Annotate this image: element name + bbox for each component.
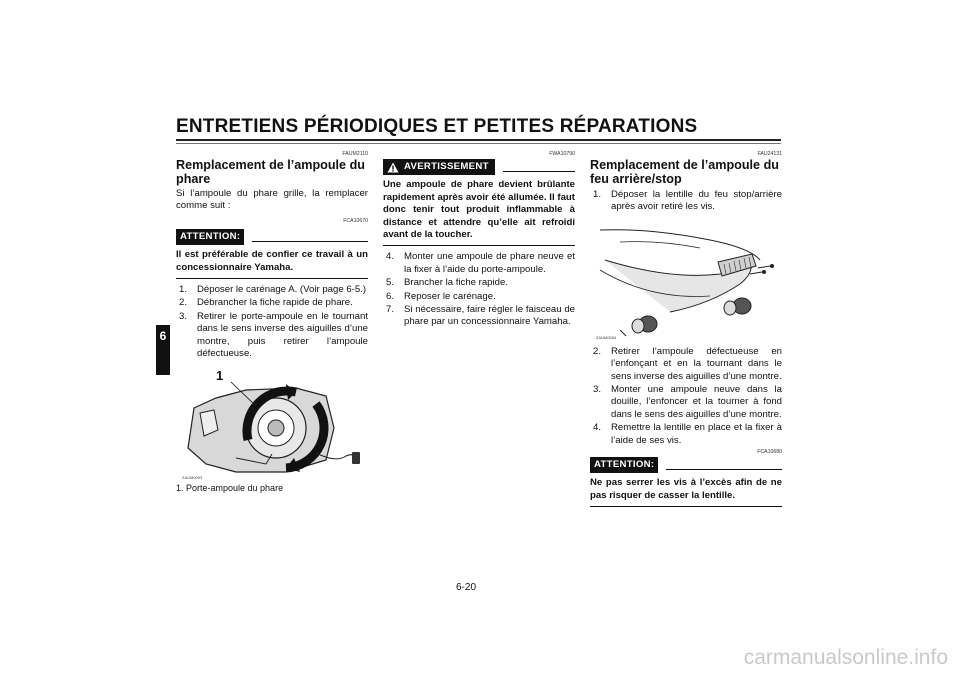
attention-text: Il est préférable de confier ce travail à un concessionnaire Yamaha. [176,249,368,279]
list-item: 4. Remettre la lentille en place et la fixer à l’aide de ses vis. [593,422,782,446]
warning-triangle-icon [387,162,399,173]
list-item: 5. Brancher la fiche rapide. [386,277,508,289]
list-item: 7. Si nécessaire, faire régler le faisceau de phare par un concessionnaire Yamaha. [386,304,575,328]
attention-badge: ATTENTION: [590,457,658,473]
attention-code: FCA10670 [343,217,368,224]
warning-text: Une ampoule de phare devient brûlante rapidement après avoir été allumée. Il faut donc tenir tout produit inflammable à distance et attendre qu’elle ait refroidi avant de la toucher. [383,179,575,246]
attention-code: FCA10680 [757,449,782,456]
page-header-title: ENTRETIENS PÉRIODIQUES ET PETITES RÉPARATIONS [176,116,698,137]
intro-paragraph: Si l’ampoule du phare grille, la remplacer comme suit : [176,188,368,212]
list-item: 4. Monter une ampoule de phare neuve et la fixer à l’aide du porte-ampoule. [386,251,575,275]
notice-rule [666,469,782,470]
headlight-figure [176,368,368,480]
steps-list [590,189,782,214]
warning-label: AVERTISSEMENT [404,161,489,172]
taillight-figure [590,220,782,340]
chapter-tab: 6 [156,325,170,375]
warning-code: FWA10790 [549,151,575,157]
headlight-bulb-illustration [176,368,368,480]
attention-badge: ATTENTION: [176,229,244,245]
column-warning [383,150,575,330]
header-rule [176,139,781,141]
attention-header [176,229,368,245]
warning-badge [383,159,495,175]
section-code: FAUM2110 [342,151,368,157]
taillight-lens-illustration [590,220,782,340]
section-heading: Remplacement de l’ampoule du phare [176,158,365,186]
column-taillight [590,150,782,507]
section-code: FAU24131 [757,151,782,157]
steps-list [176,284,368,360]
list-item: 6. Reposer le carénage. [386,290,496,302]
figure-code: ZAUM0094 [596,334,617,340]
list-item: 1. Déposer le carénage A. (Voir page 6-5.) [179,284,367,296]
header-rule-thin [176,143,781,144]
attention-header [590,457,782,473]
list-item: 3. Retirer le porte-ampoule en le tournant dans le sens inverse des aiguilles d’une montre, puis retirer l’ampoule défectueuse. [179,310,368,360]
figure-callout-number: 1 [216,368,224,384]
attention-text: Ne pas serrer les vis à l’excès afin de ne pas risquer de casser la lentille. [590,477,782,507]
section-heading: Remplacement de l’ampoule du feu arrière/stop [590,158,779,186]
notice-rule [503,171,575,172]
steps-list [383,251,575,328]
list-item: 3. Monter une ampoule neuve dans la douille, l’enfoncer et la tourner à fond dans le sens des aiguilles d’une montre. [593,384,782,420]
watermark[interactable]: carmanualsonline.info [743,646,948,669]
notice-rule [252,241,368,242]
column-headlight [176,150,368,495]
list-item: 1. Déposer la lentille du feu stop/arrière après avoir retiré les vis. [593,189,782,213]
steps-list [590,346,782,447]
figure-code: ZAUM0093 [182,475,203,481]
figure-caption: 1. Porte-ampoule du phare [176,483,284,494]
list-item: 2. Retirer l’ampoule défectueuse en l’enfonçant et en la tournant dans le sens inverse des aiguilles d’une montre. [593,345,782,382]
list-item: 2. Débrancher la fiche rapide de phare. [179,297,353,309]
page-number: 6-20 [456,582,477,593]
warning-header [383,159,575,175]
